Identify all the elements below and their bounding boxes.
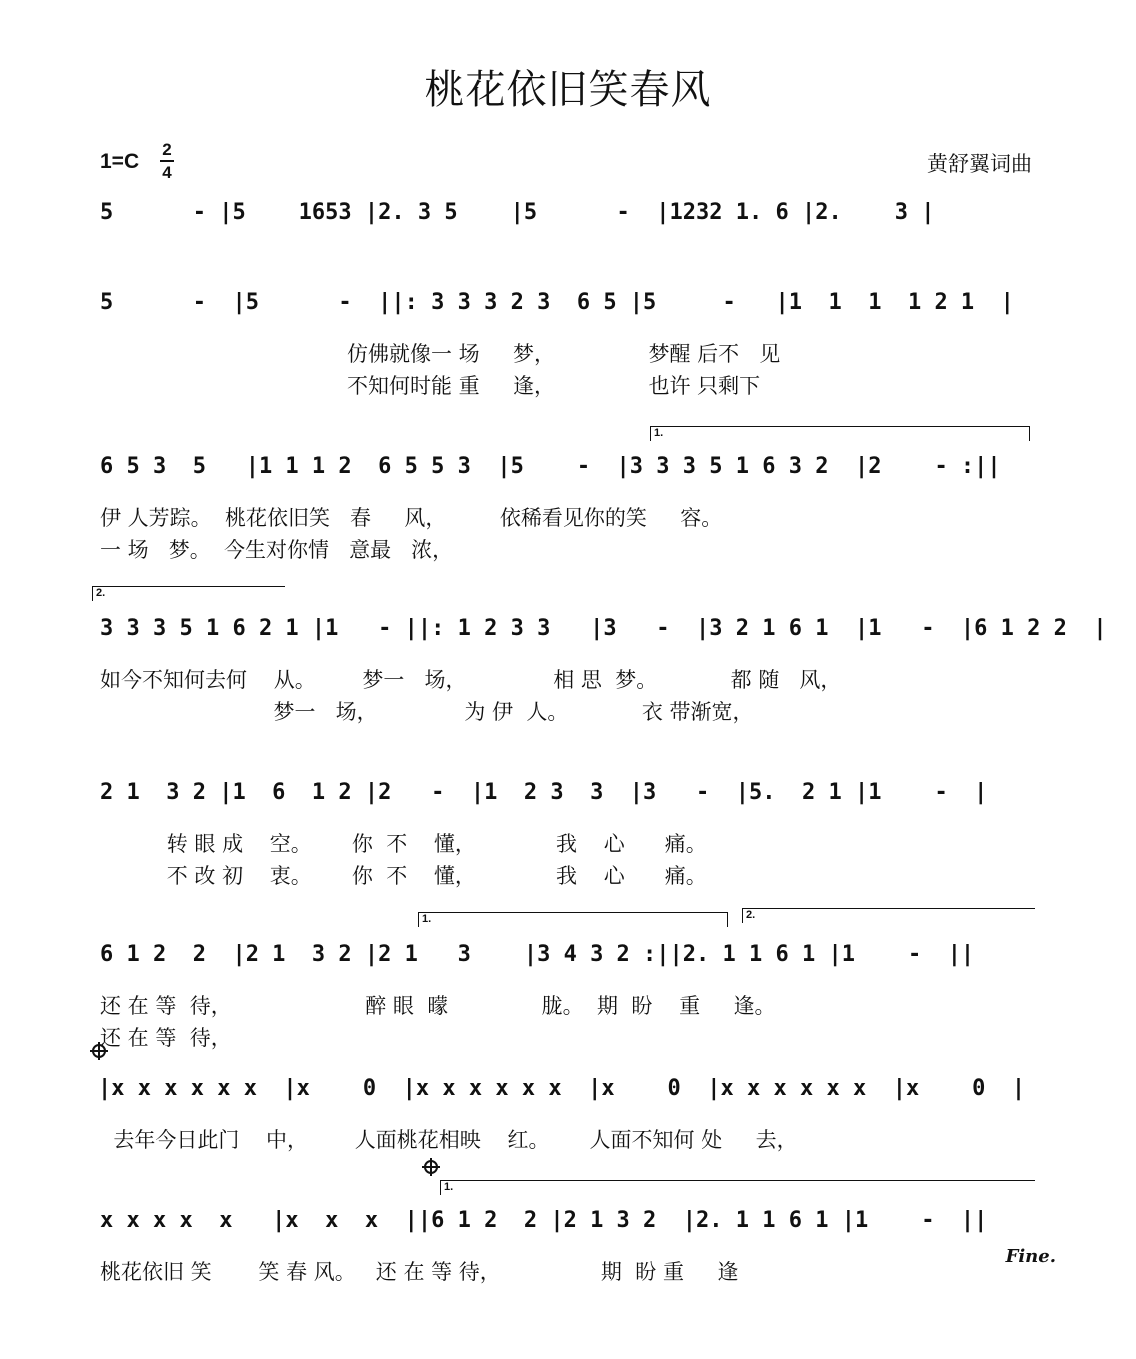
lyric-line-6-verse-1: 还 在 等 待， 醉 眼 曚 胧。 期 盼 重 逢。	[100, 994, 776, 1018]
lyric-line-4-verse-1: 如今不知何去何 从。 梦一 场， 相 思 梦。 都 随 风，	[100, 668, 842, 692]
fine-marking: Fine.	[1005, 1246, 1056, 1267]
notation-line-8: x x x x x |x x x ||6 1 2 2 |2 1 3 2 |2. 1 1 6 1 |1 - ||	[100, 1208, 988, 1233]
volta-first-ending-2: 1.	[418, 912, 728, 927]
time-signature-top: 2	[162, 140, 172, 159]
coda-sign-icon	[420, 1156, 442, 1178]
notation-line-1: 5 - |5 1653 |2. 3 5 |5 - |1232 1. 6 |2. 3 |	[100, 200, 935, 225]
lyric-line-2-verse-1: 仿佛就像一 场 梦， 梦醒 后不 见	[100, 342, 781, 366]
notation-line-7: |x x x x x x |x 0 |x x x x x x |x 0 |x x x x x x |x 0 |	[98, 1076, 1026, 1101]
volta-second-ending-2: 2.	[742, 908, 1035, 923]
lyric-line-6-verse-2: 还 在 等 待，	[100, 1026, 232, 1050]
lyric-line-4-verse-2: 梦一 场， 为 伊 人。 衣 带渐宽，	[100, 700, 754, 724]
song-title: 桃花依旧笑春风	[424, 67, 712, 113]
notation-line-5: 2 1 3 2 |1 6 1 2 |2 - |1 2 3 3 |3 - |5. 2 1 |1 - |	[100, 780, 988, 805]
composer-credit: 黄舒翼词曲	[927, 152, 1032, 176]
time-signature	[160, 140, 174, 182]
key-signature: 1=C	[100, 150, 140, 173]
notation-line-6: 6 1 2 2 |2 1 3 2 |2 1 3 |3 4 3 2 :||2. 1 1 6 1 |1 - ||	[100, 942, 975, 967]
notation-line-3: 6 5 3 5 |1 1 1 2 6 5 5 3 |5 - |3 3 3 5 1 6 3 2 |2 - :||	[100, 454, 1001, 479]
lyric-line-5-verse-1: 转 眼 成 空。 你 不 懂， 我 心 痛。	[100, 832, 707, 856]
lyric-line-7-verse-1: 去年今日此门 中， 人面桃花相映 红。 人面不知何 处 去，	[100, 1128, 798, 1152]
notation-line-2: 5 - |5 - ||: 3 3 3 2 3 6 5 |5 - |1 1 1 1 2 1 |	[100, 290, 1014, 315]
lyric-line-3-verse-1: 伊 人芳踪。 桃花依旧笑 春 风， 依稀看见你的笑 容。	[100, 506, 723, 530]
lyric-line-5-verse-2: 不 改 初 衷。 你 不 懂， 我 心 痛。	[100, 864, 707, 888]
notation-line-4: 3 3 3 5 1 6 2 1 |1 - ||: 1 2 3 3 |3 - |3 2 1 6 1 |1 - |6 1 2 2 |	[100, 616, 1107, 641]
time-signature-bottom: 4	[162, 163, 172, 182]
coda-sign-icon	[88, 1040, 110, 1062]
volta-first-ending-3: 1.	[440, 1180, 1035, 1195]
volta-second-ending-1: 2.	[92, 586, 285, 601]
lyric-line-3-verse-2: 一 场 梦。 今生对你情 意最 浓，	[100, 538, 454, 562]
lyric-line-2-verse-2: 不知何时能 重 逢， 也许 只剩下	[100, 374, 761, 398]
lyric-line-8-verse-1: 桃花依旧 笑 笑 春 风。 还 在 等 待， 期 盼 重 逢	[100, 1260, 739, 1284]
volta-first-ending-1: 1.	[650, 426, 1030, 441]
